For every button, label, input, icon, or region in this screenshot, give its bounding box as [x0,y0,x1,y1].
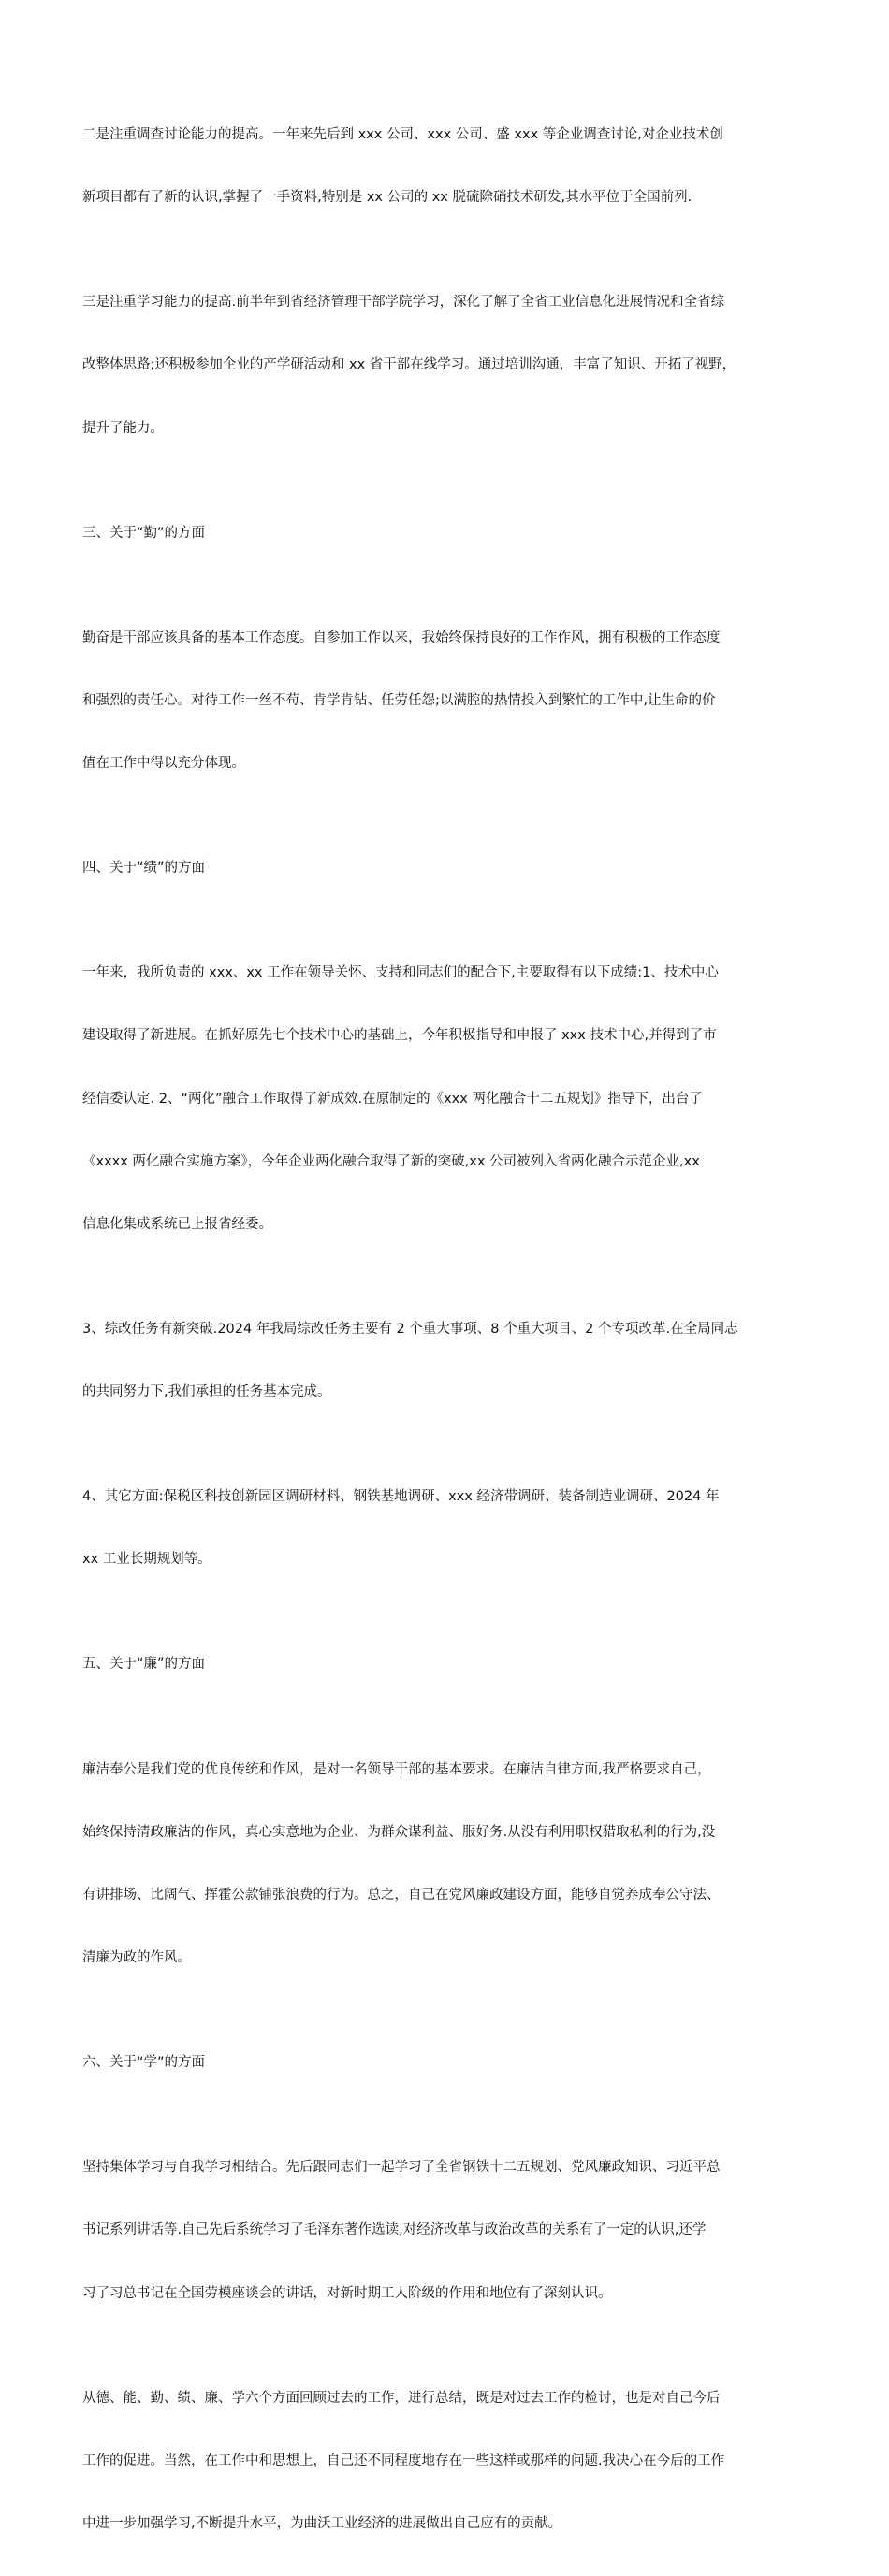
text-line: 和强烈的责任心。对待工作一丝不苟、肯学肯钻、任劳任怨;以满腔的热情投入到繁忙的工作中,让生命的价 [82,692,716,708]
text-line: 提升了能力。 [82,420,164,436]
section-heading-diligence [82,481,812,586]
text-line: 的共同努力下,我们承担的任务基本完成。 [82,1384,331,1400]
text-line: 清廉为政的作风。 [82,1950,191,1966]
text-line: 有讲排场、比阔气、挥霍公款铺张浪费的行为。总之，自己在党风廉政建设方面，能够自觉养成奉公守法、 [82,1887,721,1903]
paragraph-performance [82,920,812,1277]
paragraph-research-ability [82,82,812,250]
paragraph-study [82,2115,812,2345]
text-line: 建设取得了新进展。在抓好原先七个技术中心的基础上，今年积极指导和申报了 xxx 技术中心,并得到了市 [82,1028,717,1044]
text-line: 习了习总书记在全国劳模座谈会的讲话，对新时期工人阶级的作用和地位有了深刻认识。 [82,2285,612,2301]
text-line: 廉洁奉公是我们党的优良传统和作风，是对一名领导干部的基本要求。在廉洁自律方面,我严格要求自己， [82,1761,711,1777]
text-line: 书记系列讲话等.自己先后系统学习了毛泽东著作选读,对经济改革与政治改革的关系有了一定的认识,还学 [82,2222,707,2238]
text-line: 信息化集成系统已上报省经委。 [82,1216,272,1232]
text-line: 改整体思路;还积极参加企业的产学研活动和 xx 省干部在线学习。通过培训沟通，丰富了知识、开拓了视野， [82,357,736,373]
text-line: 一年来，我所负责的 xxx、xx 工作在领导关怀、支持和同志们的配合下,主要取得有以下成绩:1、技术中心 [82,965,719,981]
paragraph-learning-ability [82,250,812,480]
text-line: 值在工作中得以充分体现。 [82,756,245,771]
paragraph-integrity [82,1717,812,2011]
text-line: 坚持集体学习与自我学习相结合。先后跟同志们一起学习了全省钢铁十二五规划、党风廉政知识、习近平总 [82,2160,721,2176]
text-line: 三是注重学习能力的提高.前半年到省经济管理干部学院学习，深化了解了全省工业信息化进展情况和全省综 [82,295,725,311]
heading-line: 五、关于“廉”的方面 [82,1657,206,1672]
text-line: 《xxxx 两化融合实施方案》，今年企业两化融合取得了新的突破,xx 公司被列入省两化融合示范企业,xx [82,1153,700,1169]
text-line: 从德、能、勤、绩、廉、学六个方面回顾过去的工作，进行总结，既是对过去工作的检讨，也是对自己今后 [82,2390,721,2406]
text-line: 始终保持清政廉洁的作风，真心实意地为企业、为群众谋利益、服好务.从没有利用职权猎取私利的行为,没 [82,1824,716,1840]
text-line: 勤奋是干部应该具备的基本工作态度。自参加工作以来，我始终保持良好的工作作风，拥有积极的工作态度 [82,630,721,645]
text-line: xx 工业长期规划等。 [82,1552,211,1568]
text-line: 中进一步加强学习,不断提升水平，为曲沃工业经济的进展做出自己应有的贡献。 [82,2516,562,2532]
section-heading-integrity [82,1613,812,1717]
text-line: 4、其它方面:保税区科技创新园区调研材料、钢铁基地调研、xxx 经济带调研、装备制造业调研、2024 年 [82,1489,720,1505]
text-line: 新项目都有了新的认识,掌握了一手资料,特别是 xx 公司的 xx 脱硫除硝技术研发,其水平位于全国前列. [82,190,692,206]
section-heading-study [82,2010,812,2115]
heading-line: 四、关于“绩”的方面 [82,861,206,876]
text-line: 工作的促进。当然，在工作中和思想上，自己还不同程度地存在一些这样或那样的问题.我决心在今后的工作 [82,2453,725,2468]
document-body [82,82,812,2576]
text-line: 3、综改任务有新突破.2024 年我局综改任务主要有 2 个重大事项、8 个重大项目、2 个专项改革.在全局同志 [82,1321,738,1337]
section-heading-performance [82,816,812,920]
paragraph-diligence [82,586,812,816]
heading-line: 六、关于“学”的方面 [82,2055,206,2071]
paragraph-other-aspects [82,1444,812,1612]
paragraph-reform-tasks [82,1277,812,1444]
paragraph-conclusion [82,2346,812,2576]
text-line: 二是注重调查讨论能力的提高。一年来先后到 xxx 公司、xxx 公司、盛 xxx 等企业调查讨论,对企业技术创 [82,126,723,142]
heading-line: 三、关于“勤”的方面 [82,525,206,541]
text-line: 经信委认定. 2、“两化”融合工作取得了新成效.在原制定的《xxx 两化融合十二五规划》指导下，出台了 [82,1091,703,1107]
